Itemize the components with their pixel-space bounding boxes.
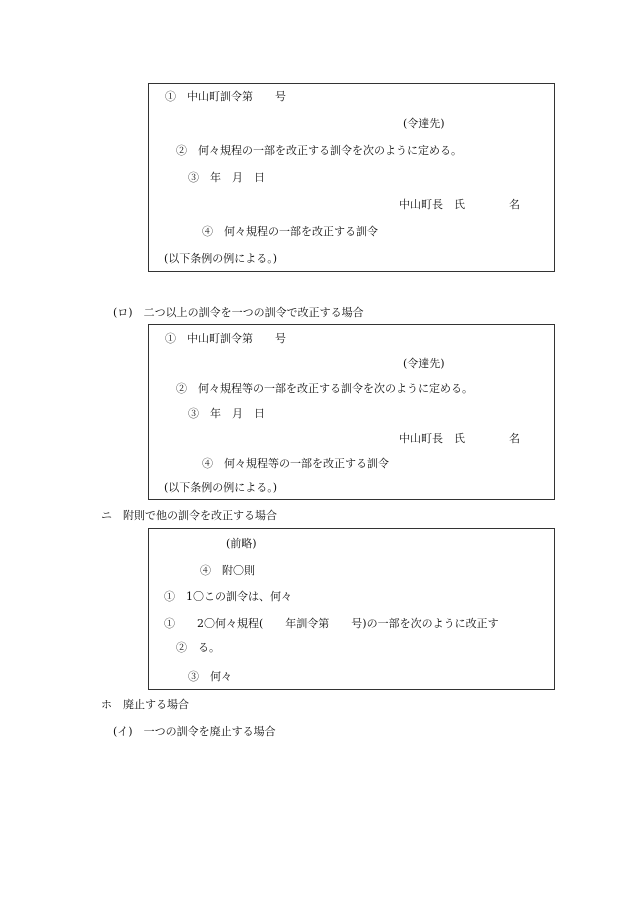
box2-ordinance-number: ① 中山町訓令第 号 bbox=[165, 332, 286, 345]
box2-issuer: 中山町長 氏 名 bbox=[399, 432, 520, 445]
box1-title: ④ 何々規程の一部を改正する訓令 bbox=[202, 225, 378, 238]
box2-date: ③ 年 月 日 bbox=[188, 407, 265, 420]
section-ni-heading: ニ 附則で他の訓令を改正する場合 bbox=[101, 509, 277, 522]
section-ho-sub-i: (イ) 一つの訓令を廃止する場合 bbox=[113, 725, 276, 738]
box1-recipient: (令達先) bbox=[403, 117, 445, 130]
box3-paragraph-2-cont: ② る。 bbox=[176, 641, 220, 654]
section-ho-heading: ホ 廃止する場合 bbox=[101, 698, 189, 711]
box1-issuer: 中山町長 氏 名 bbox=[399, 198, 520, 211]
box1-date: ③ 年 月 日 bbox=[188, 171, 265, 184]
box2-recipient: (令達先) bbox=[403, 357, 445, 370]
box2-footer: (以下条例の例による。) bbox=[164, 481, 278, 494]
box1-footer: (以下条例の例による。) bbox=[164, 252, 278, 265]
box3-zenryaku: (前略) bbox=[226, 537, 257, 550]
section-ro-heading: (ロ) 二つ以上の訓令を一つの訓令で改正する場合 bbox=[113, 306, 364, 319]
box1-ordinance-number: ① 中山町訓令第 号 bbox=[165, 90, 286, 103]
example-box-supplementary-provision bbox=[148, 528, 555, 690]
box3-paragraph-2: ① 2〇何々規程( 年訓令第 号)の一部を次のように改正す bbox=[164, 617, 499, 630]
box3-paragraph-3: ③ 何々 bbox=[188, 670, 232, 683]
box2-preamble: ② 何々規程等の一部を改正する訓令を次のように定める。 bbox=[176, 382, 473, 395]
box2-title: ④ 何々規程等の一部を改正する訓令 bbox=[202, 457, 389, 470]
box3-paragraph-1: ① 1〇この訓令は、何々 bbox=[164, 590, 292, 603]
box1-preamble: ② 何々規程の一部を改正する訓令を次のように定める。 bbox=[176, 144, 462, 157]
box3-fusoku: ④ 附〇則 bbox=[200, 564, 255, 577]
